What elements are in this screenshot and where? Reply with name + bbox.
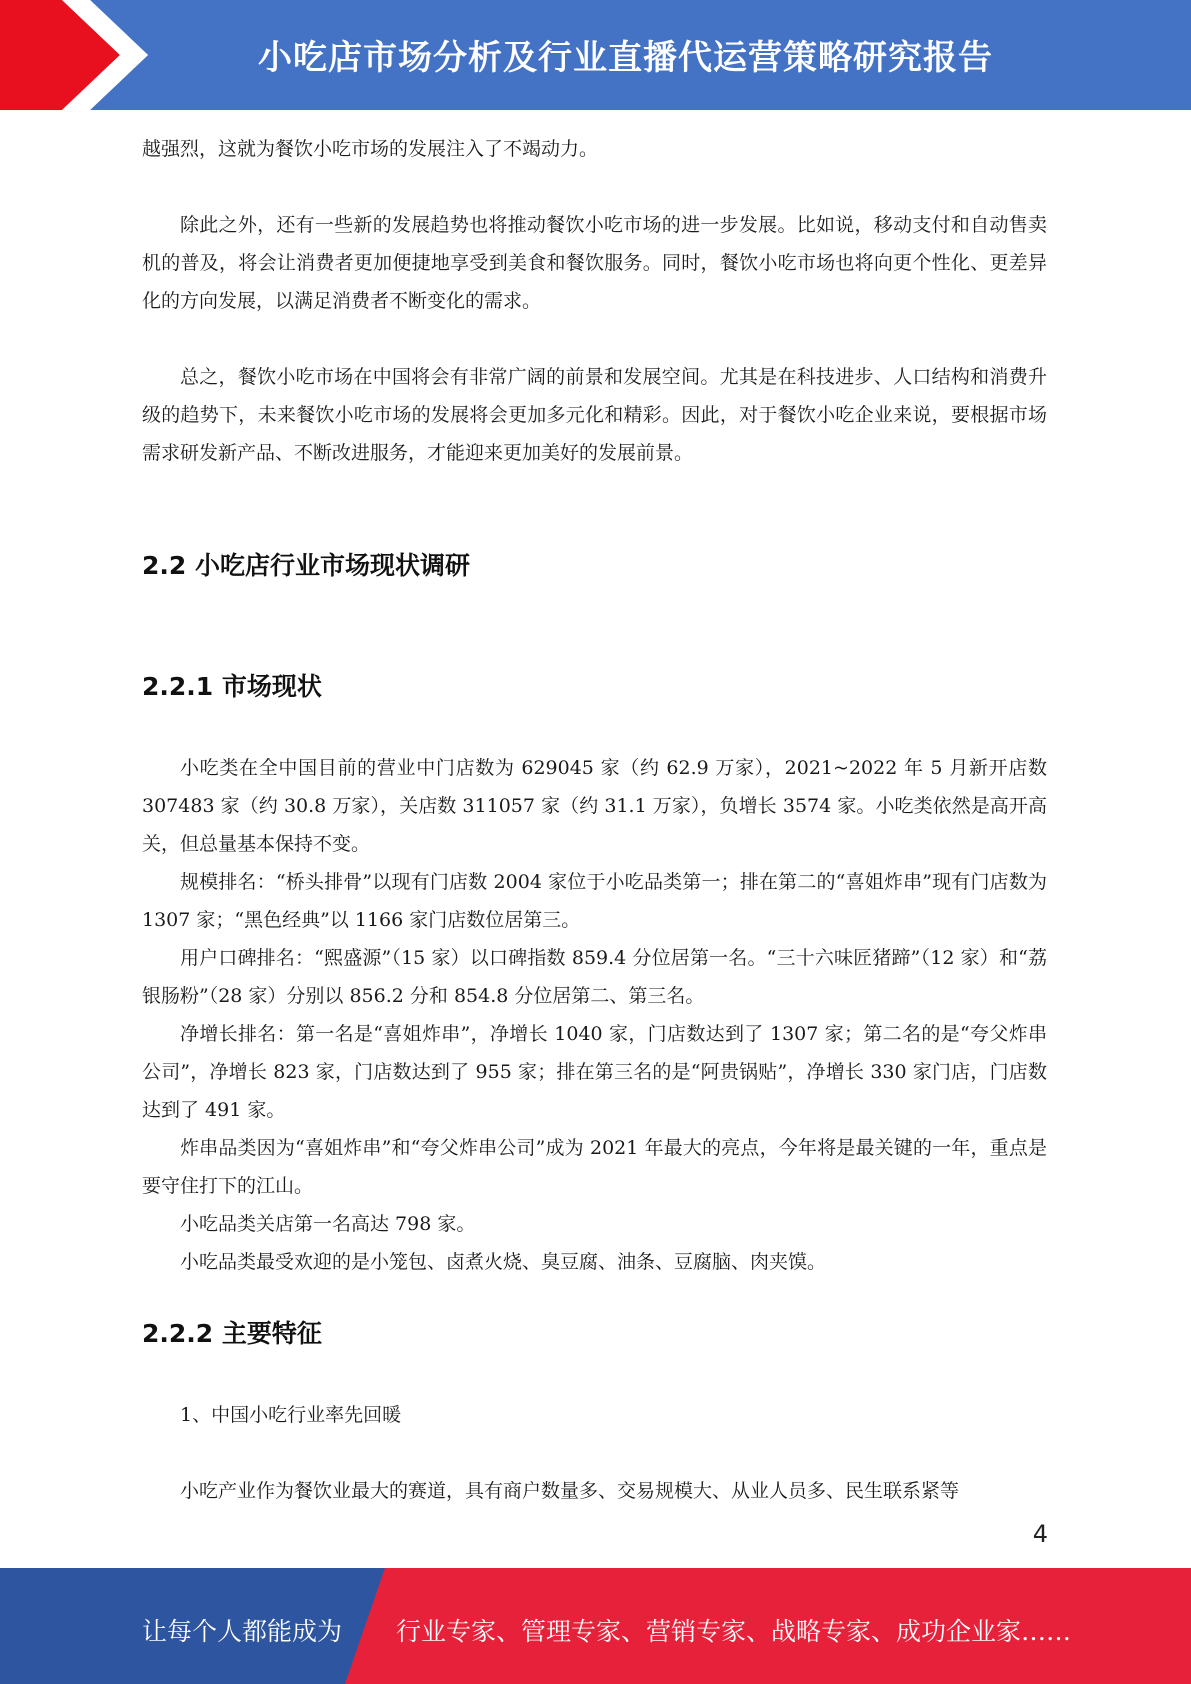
- paragraph: 用户口碑排名：“熙盛源”（15 家）以口碑指数 859.4 分位居第一名。“三十六味匠猪蹄”（12 家）和“荔银肠粉”（28 家）分别以 856.2 分和 854.8 分位居第二、第三名。: [142, 947, 1047, 1007]
- paragraph: 总之，餐饮小吃市场在中国将会有非常广阔的前景和发展空间。尤其是在科技进步、人口结构和消费升级的趋势下，未来餐饮小吃市场的发展将会更加多元化和精彩。因此，对于餐饮小吃企业来说，要根据市场需求研发新产品、不断改进服务，才能迎来更加美好的发展前景。: [142, 366, 1047, 464]
- paragraph: 净增长排名：第一名是“喜姐炸串”，净增长 1040 家，门店数达到了 1307 家；第二名的是“夸父炸串公司”，净增长 823 家，门店数达到了 955 家；排在第三名的是“阿贵锅贴”，净增长 330 家门店，门店数达到了 491 家。: [142, 1023, 1047, 1121]
- paragraph: 规模排名：“桥头排骨”以现有门店数 2004 家位于小吃品类第一；排在第二的“喜姐炸串”现有门店数为 1307 家；“黑色经典”以 1166 家门店数位居第三。: [142, 871, 1047, 931]
- paragraph: 炸串品类因为“喜姐炸串”和“夸父炸串公司”成为 2021 年最大的亮点，今年将是最关键的一年，重点是要守住打下的江山。: [142, 1137, 1047, 1197]
- footer-slogan-right: 行业专家、管理专家、营销专家、战略专家、成功企业家……: [396, 1617, 1072, 1646]
- list-item: 1、中国小吃行业率先回暖: [180, 1404, 402, 1426]
- page-footer: [0, 1568, 1191, 1684]
- paragraph: 小吃品类关店第一名高达 798 家。: [180, 1213, 476, 1235]
- page-header: [0, 0, 1191, 110]
- paragraph: 越强烈，这就为餐饮小吃市场的发展注入了不竭动力。: [142, 138, 599, 160]
- report-title: 小吃店市场分析及行业直播代运营策略研究报告: [258, 38, 993, 78]
- paragraph: 除此之外，还有一些新的发展趋势也将推动餐饮小吃市场的进一步发展。比如说，移动支付和自动售卖机的普及，将会让消费者更加便捷地享受到美食和餐饮服务。同时，餐饮小吃市场也将向更个性化、更差异化的方向发展，以满足消费者不断变化的需求。: [142, 214, 1047, 312]
- paragraph: 小吃产业作为餐饮业最大的赛道，具有商户数量多、交易规模大、从业人员多、民生联系紧等: [180, 1480, 960, 1502]
- section-heading-2-2-2: 2.2.2 主要特征: [142, 1319, 322, 1348]
- paragraph: 小吃类在全中国目前的营业中门店数为 629045 家（约 62.9 万家），2021~2022 年 5 月新开店数 307483 家（约 30.8 万家），关店数 311057 家（约 31.1 万家），负增长 3574 家。小吃类依然是高开高关，但总量基本保持不变。: [142, 757, 1047, 855]
- page-number: 4: [1032, 1520, 1048, 1548]
- footer-slogan-left: 让每个人都能成为: [142, 1617, 343, 1646]
- paragraph: 小吃品类最受欢迎的是小笼包、卤煮火烧、臭豆腐、油条、豆腐脑、肉夹馍。: [180, 1251, 827, 1273]
- section-heading-2-2: 2.2 小吃店行业市场现状调研: [142, 551, 470, 580]
- section-heading-2-2-1: 2.2.1 市场现状: [142, 672, 322, 701]
- page-content: [142, 130, 1047, 1510]
